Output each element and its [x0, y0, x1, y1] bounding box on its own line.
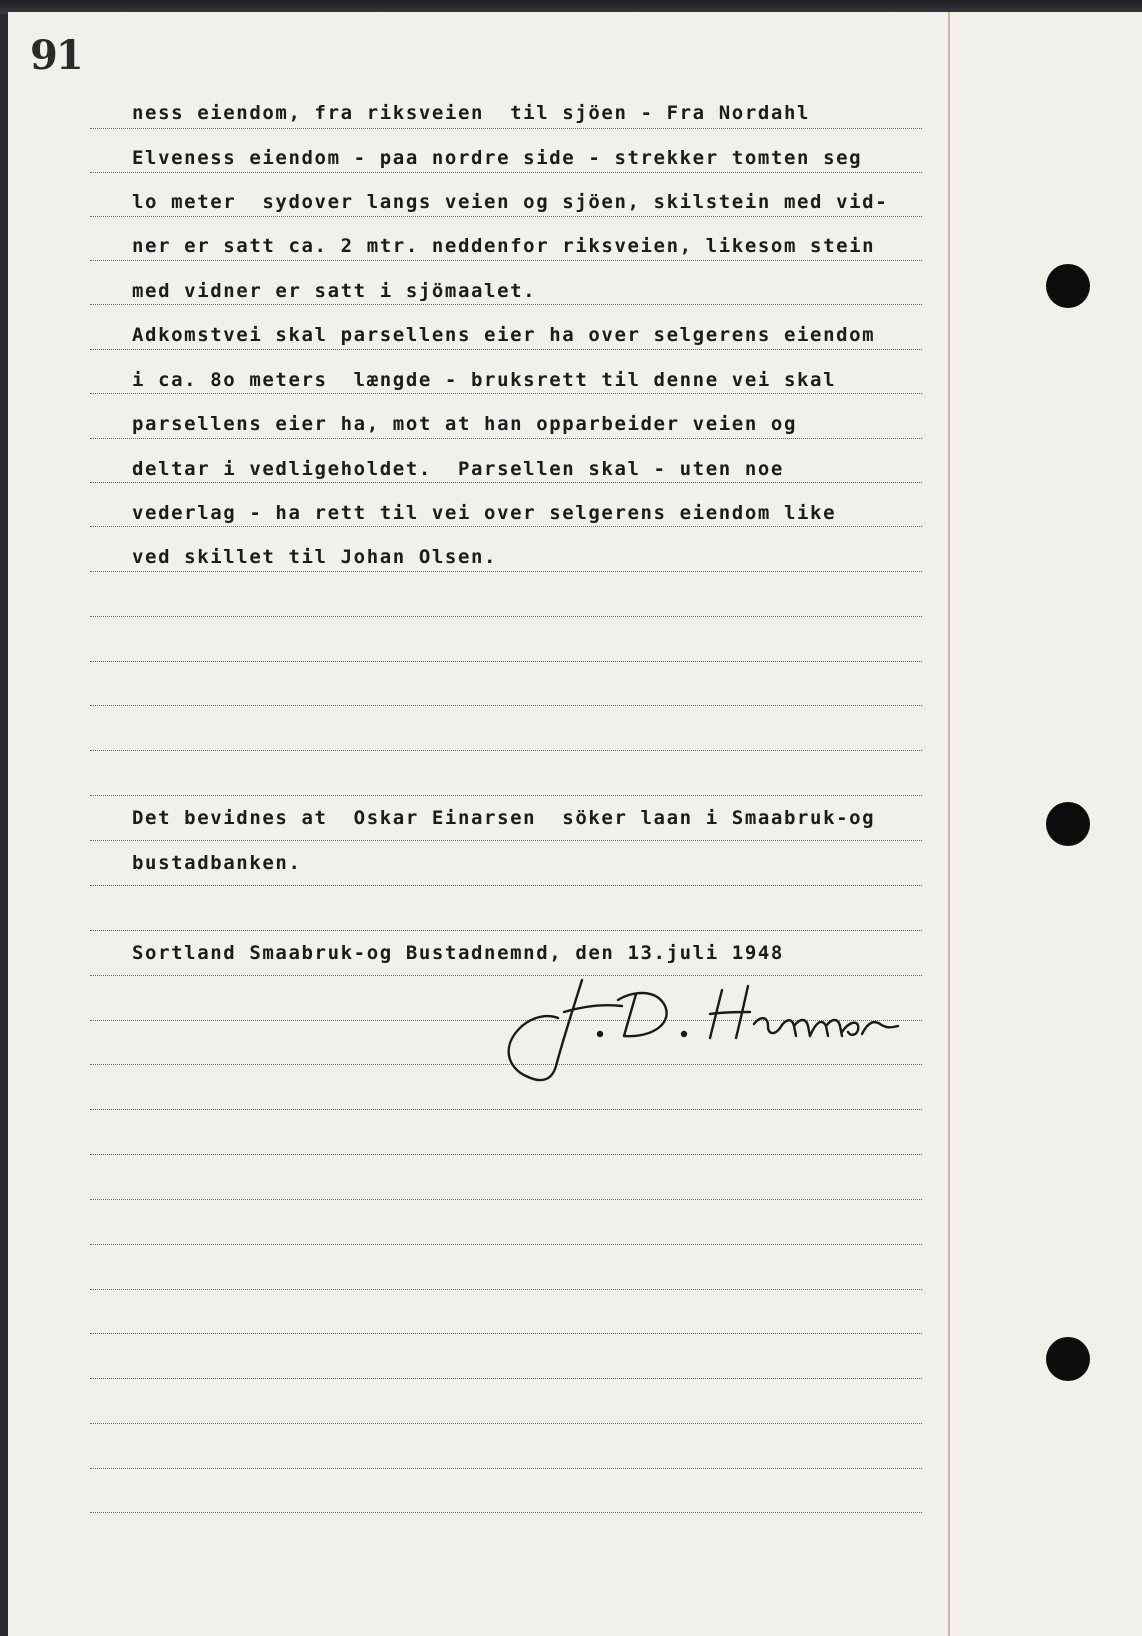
body-text-line: i ca. 8o meters længde - bruksrett til denne vei skal [132, 369, 837, 391]
margin-rule [948, 12, 950, 1636]
ruled-line [90, 128, 922, 129]
ruled-line [90, 482, 922, 483]
ruled-line [90, 1154, 922, 1155]
ruled-line [90, 885, 922, 886]
ruled-line [90, 1109, 922, 1110]
ruled-line [90, 661, 922, 662]
body-text-line: Adkomstvei skal parsellens eier ha over selgerens eiendom [132, 324, 876, 346]
ruled-line [90, 705, 922, 706]
ruled-line [90, 930, 922, 931]
ruled-line [90, 349, 922, 350]
ruled-line [90, 750, 922, 751]
body-text-line: ner er satt ca. 2 mtr. neddenfor riksveien, likesom stein [132, 235, 876, 257]
ruled-line [90, 571, 922, 572]
ruled-line [90, 1244, 922, 1245]
ruled-line [90, 795, 922, 796]
ruled-line [90, 526, 922, 527]
ruled-line [90, 1468, 922, 1469]
body-text-line: deltar i vedligeholdet. Parsellen skal - uten noe [132, 458, 784, 480]
ruled-line [90, 1199, 922, 1200]
ruled-line [90, 840, 922, 841]
body-text-line: vederlag - ha rett til vei over selgerens eiendom like [132, 502, 837, 524]
ruled-line [90, 304, 922, 305]
page-number: 91 [30, 32, 82, 79]
ruled-line [90, 1378, 922, 1379]
certification-line: Det bevidnes at Oskar Einarsen söker laan i Smaabruk-og [132, 807, 876, 829]
ruled-line [90, 1512, 922, 1513]
document-page [8, 12, 1142, 1636]
punch-hole [1046, 802, 1090, 846]
ruled-line [90, 393, 922, 394]
body-text-line: med vidner er satt i sjömaalet. [132, 280, 537, 302]
ruled-line [90, 172, 922, 173]
body-text-line: ved skillet til Johan Olsen. [132, 546, 498, 568]
ruled-line [90, 438, 922, 439]
punch-hole [1046, 264, 1090, 308]
ruled-line [90, 616, 922, 617]
ruled-line [90, 1333, 922, 1334]
ruled-line [90, 260, 922, 261]
body-text-line: Elveness eiendom - paa nordre side - strekker tomten seg [132, 147, 863, 169]
body-text-line: ness eiendom, fra riksveien til sjöen - Fra Nordahl [132, 102, 811, 124]
body-text-line: parsellens eier ha, mot at han opparbeider veien og [132, 413, 797, 435]
ruled-line [90, 216, 922, 217]
certification-line: bustadbanken. [132, 852, 302, 874]
ruled-line [90, 1423, 922, 1424]
ruled-line [90, 1289, 922, 1290]
punch-hole [1046, 1337, 1090, 1381]
body-text-line: lo meter sydover langs veien og sjöen, skilstein med vid- [132, 191, 889, 213]
place-date-line: Sortland Smaabruk-og Bustadnemnd, den 13.juli 1948 [132, 942, 784, 964]
handwritten-signature [504, 976, 934, 1086]
